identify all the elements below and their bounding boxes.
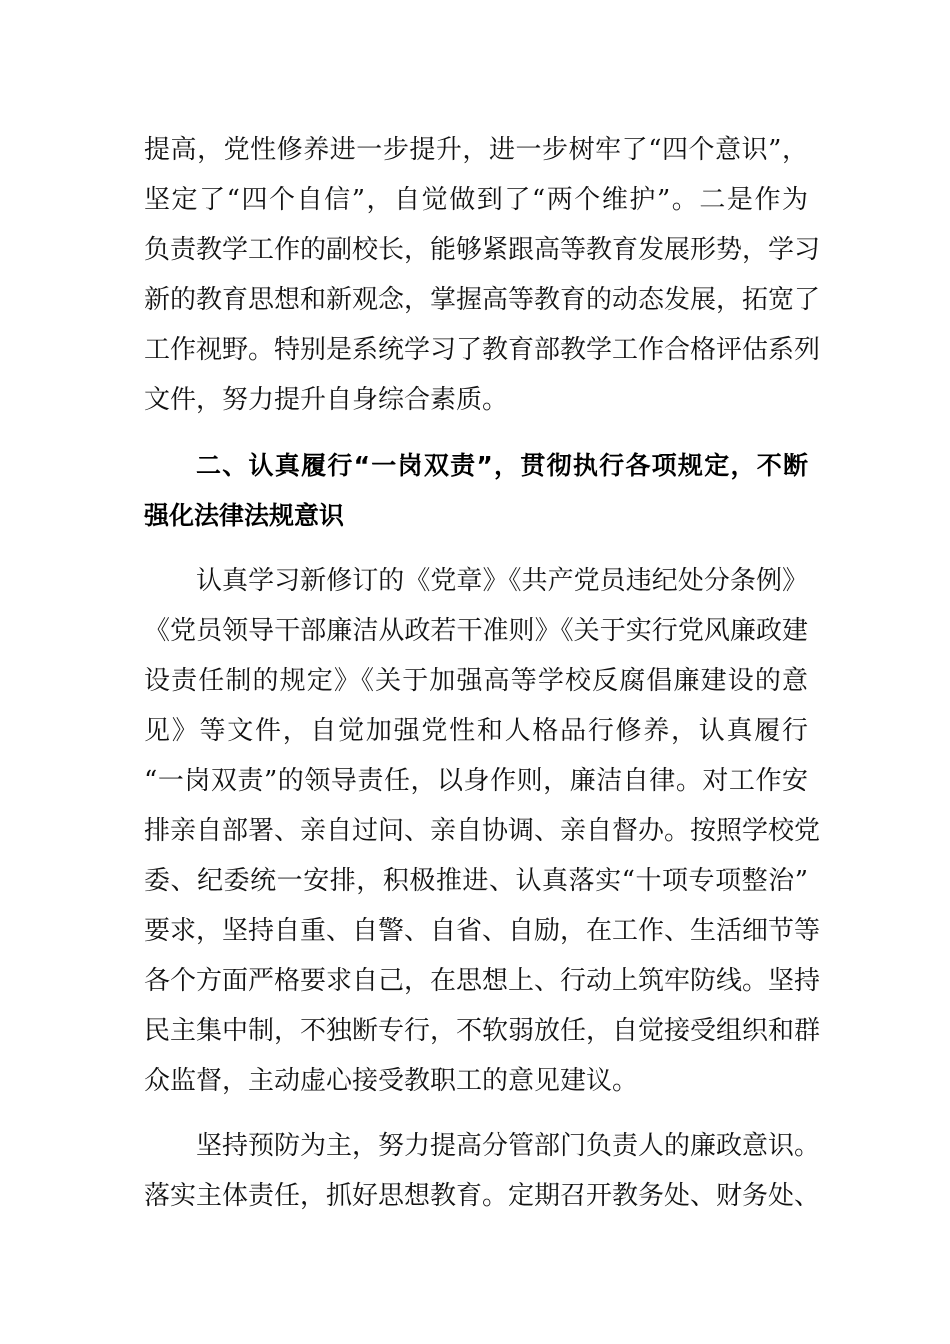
section-heading-2-line-1: 二、认真履行“一岗双责”，贯彻执行各项规定，不断 xyxy=(196,451,808,480)
paragraph-1-line-1: 提高，党性修养进一步提升，进一步树牢了“四个意识”， xyxy=(144,135,808,165)
paragraph-2-line-8: 要求，坚持自重、自警、自省、自励，在工作、生活细节等 xyxy=(144,916,821,946)
paragraph-2-line-1: 认真学习新修订的《党章》《共产党员违纪处分条例》 xyxy=(196,566,808,596)
paragraph-2-line-9: 各个方面严格要求自己，在思想上、行动上筑牢防线。坚持 xyxy=(144,966,821,996)
paragraph-2-line-3: 设责任制的规定》《关于加强高等学校反腐倡廉建设的意 xyxy=(144,666,808,696)
paragraph-2-line-7: 委、纪委统一安排，积极推进、认真落实“十项专项整治” xyxy=(144,866,808,896)
paragraph-2-line-10: 民主集中制，不独断专行，不软弱放任，自觉接受组织和群 xyxy=(144,1016,821,1046)
paragraph-1-line-2: 坚定了“四个自信”，自觉做到了“两个维护”。二是作为 xyxy=(144,185,808,215)
paragraph-2 xyxy=(144,556,821,1106)
paragraph-1-line-6: 文件，努力提升自身综合素质。 xyxy=(144,385,509,415)
paragraph-2-line-4: 见》等文件，自觉加强党性和人格品行修养，认真履行 xyxy=(144,716,808,746)
paragraph-3-line-2: 落实主体责任，抓好思想教育。定期召开教务处、财务处、 xyxy=(144,1181,821,1211)
section-heading-2-line-2: 强化法律法规意识 xyxy=(144,501,345,530)
section-heading-2 xyxy=(144,441,808,541)
paragraph-1 xyxy=(144,125,821,425)
paragraph-1-line-5: 工作视野。特别是系统学习了教育部教学工作合格评估系列 xyxy=(144,335,821,365)
paragraph-3-line-1: 坚持预防为主，努力提高分管部门负责人的廉政意识。 xyxy=(196,1131,821,1161)
paragraph-2-line-5: “一岗双责”的领导责任，以身作则，廉洁自律。对工作安 xyxy=(144,766,808,796)
paragraph-1-line-3: 负责教学工作的副校长，能够紧跟高等教育发展形势，学习 xyxy=(144,235,821,265)
paragraph-3 xyxy=(144,1121,821,1221)
paragraph-2-line-6: 排亲自部署、亲自过问、亲自协调、亲自督办。按照学校党 xyxy=(144,816,821,846)
paragraph-2-line-2: 《党员领导干部廉洁从政若干准则》《关于实行党风廉政建 xyxy=(144,616,808,646)
paragraph-1-line-4: 新的教育思想和新观念，掌握高等教育的动态发展，拓宽了 xyxy=(144,285,821,315)
paragraph-2-line-11: 众监督，主动虚心接受教职工的意见建议。 xyxy=(144,1066,639,1096)
